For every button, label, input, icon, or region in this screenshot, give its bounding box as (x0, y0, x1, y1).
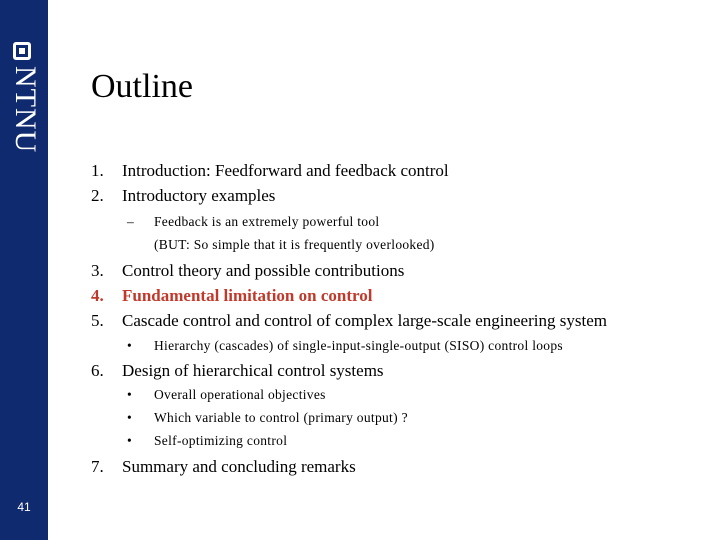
sub-item (91, 210, 711, 233)
outline-item-number: 2. (91, 186, 104, 205)
bullet-marker: • (127, 410, 133, 425)
outline-item-number: 6. (91, 361, 104, 380)
outline-item-6 (91, 358, 711, 383)
outline-item-label: Fundamental limitation on control (122, 286, 373, 305)
outline-item-2 (91, 183, 711, 210)
outline-item-number: 3. (91, 261, 104, 280)
sub-item-text: Hierarchy (cascades) of single-input-single-output (SISO) control loops (154, 338, 563, 353)
outline-list (91, 158, 711, 479)
dash-marker: – (127, 214, 135, 229)
outline-item-5 (91, 308, 711, 334)
outline-item-1 (91, 158, 711, 183)
outline-item-number: 1. (91, 161, 104, 180)
bullet-marker: • (127, 433, 133, 448)
sub-item (91, 334, 711, 358)
ntnu-logo-text: NTNU (9, 66, 42, 154)
bullet-marker: • (127, 338, 133, 353)
slide-title: Outline (91, 68, 193, 105)
sub-item (91, 233, 711, 258)
slide-number: 41 (17, 500, 31, 514)
sub-item-text: (BUT: So simple that it is frequently overlooked) (154, 237, 435, 252)
outline-item-label: Control theory and possible contributions (122, 261, 405, 280)
sub-item-text: Which variable to control (primary output) ? (154, 410, 408, 425)
outline-item-label: Summary and concluding remarks (122, 457, 356, 476)
outline-item-4 (91, 283, 711, 308)
sub-item-text: Overall operational objectives (154, 387, 326, 402)
outline-item-label: Design of hierarchical control systems (122, 361, 384, 380)
bullet-marker: • (127, 387, 133, 402)
outline-item-7 (91, 454, 711, 479)
sub-item-text: Self-optimizing control (154, 433, 288, 448)
outline-item-number: 4. (91, 286, 104, 305)
outline-item-number: 5. (91, 311, 104, 330)
outline-item-label: Introductory examples (122, 186, 276, 205)
sub-item-text: Feedback is an extremely powerful tool (154, 214, 380, 229)
sub-item (91, 406, 711, 429)
outline-item-3 (91, 258, 711, 283)
sub-item (91, 429, 711, 454)
sub-item (91, 383, 711, 406)
outline-item-number: 7. (91, 457, 104, 476)
outline-item-label: Cascade control and control of complex large-scale engineering system (122, 311, 607, 330)
outline-item-label: Introduction: Feedforward and feedback control (122, 161, 449, 180)
ntnu-logo-icon (13, 42, 31, 60)
sidebar (0, 0, 48, 540)
